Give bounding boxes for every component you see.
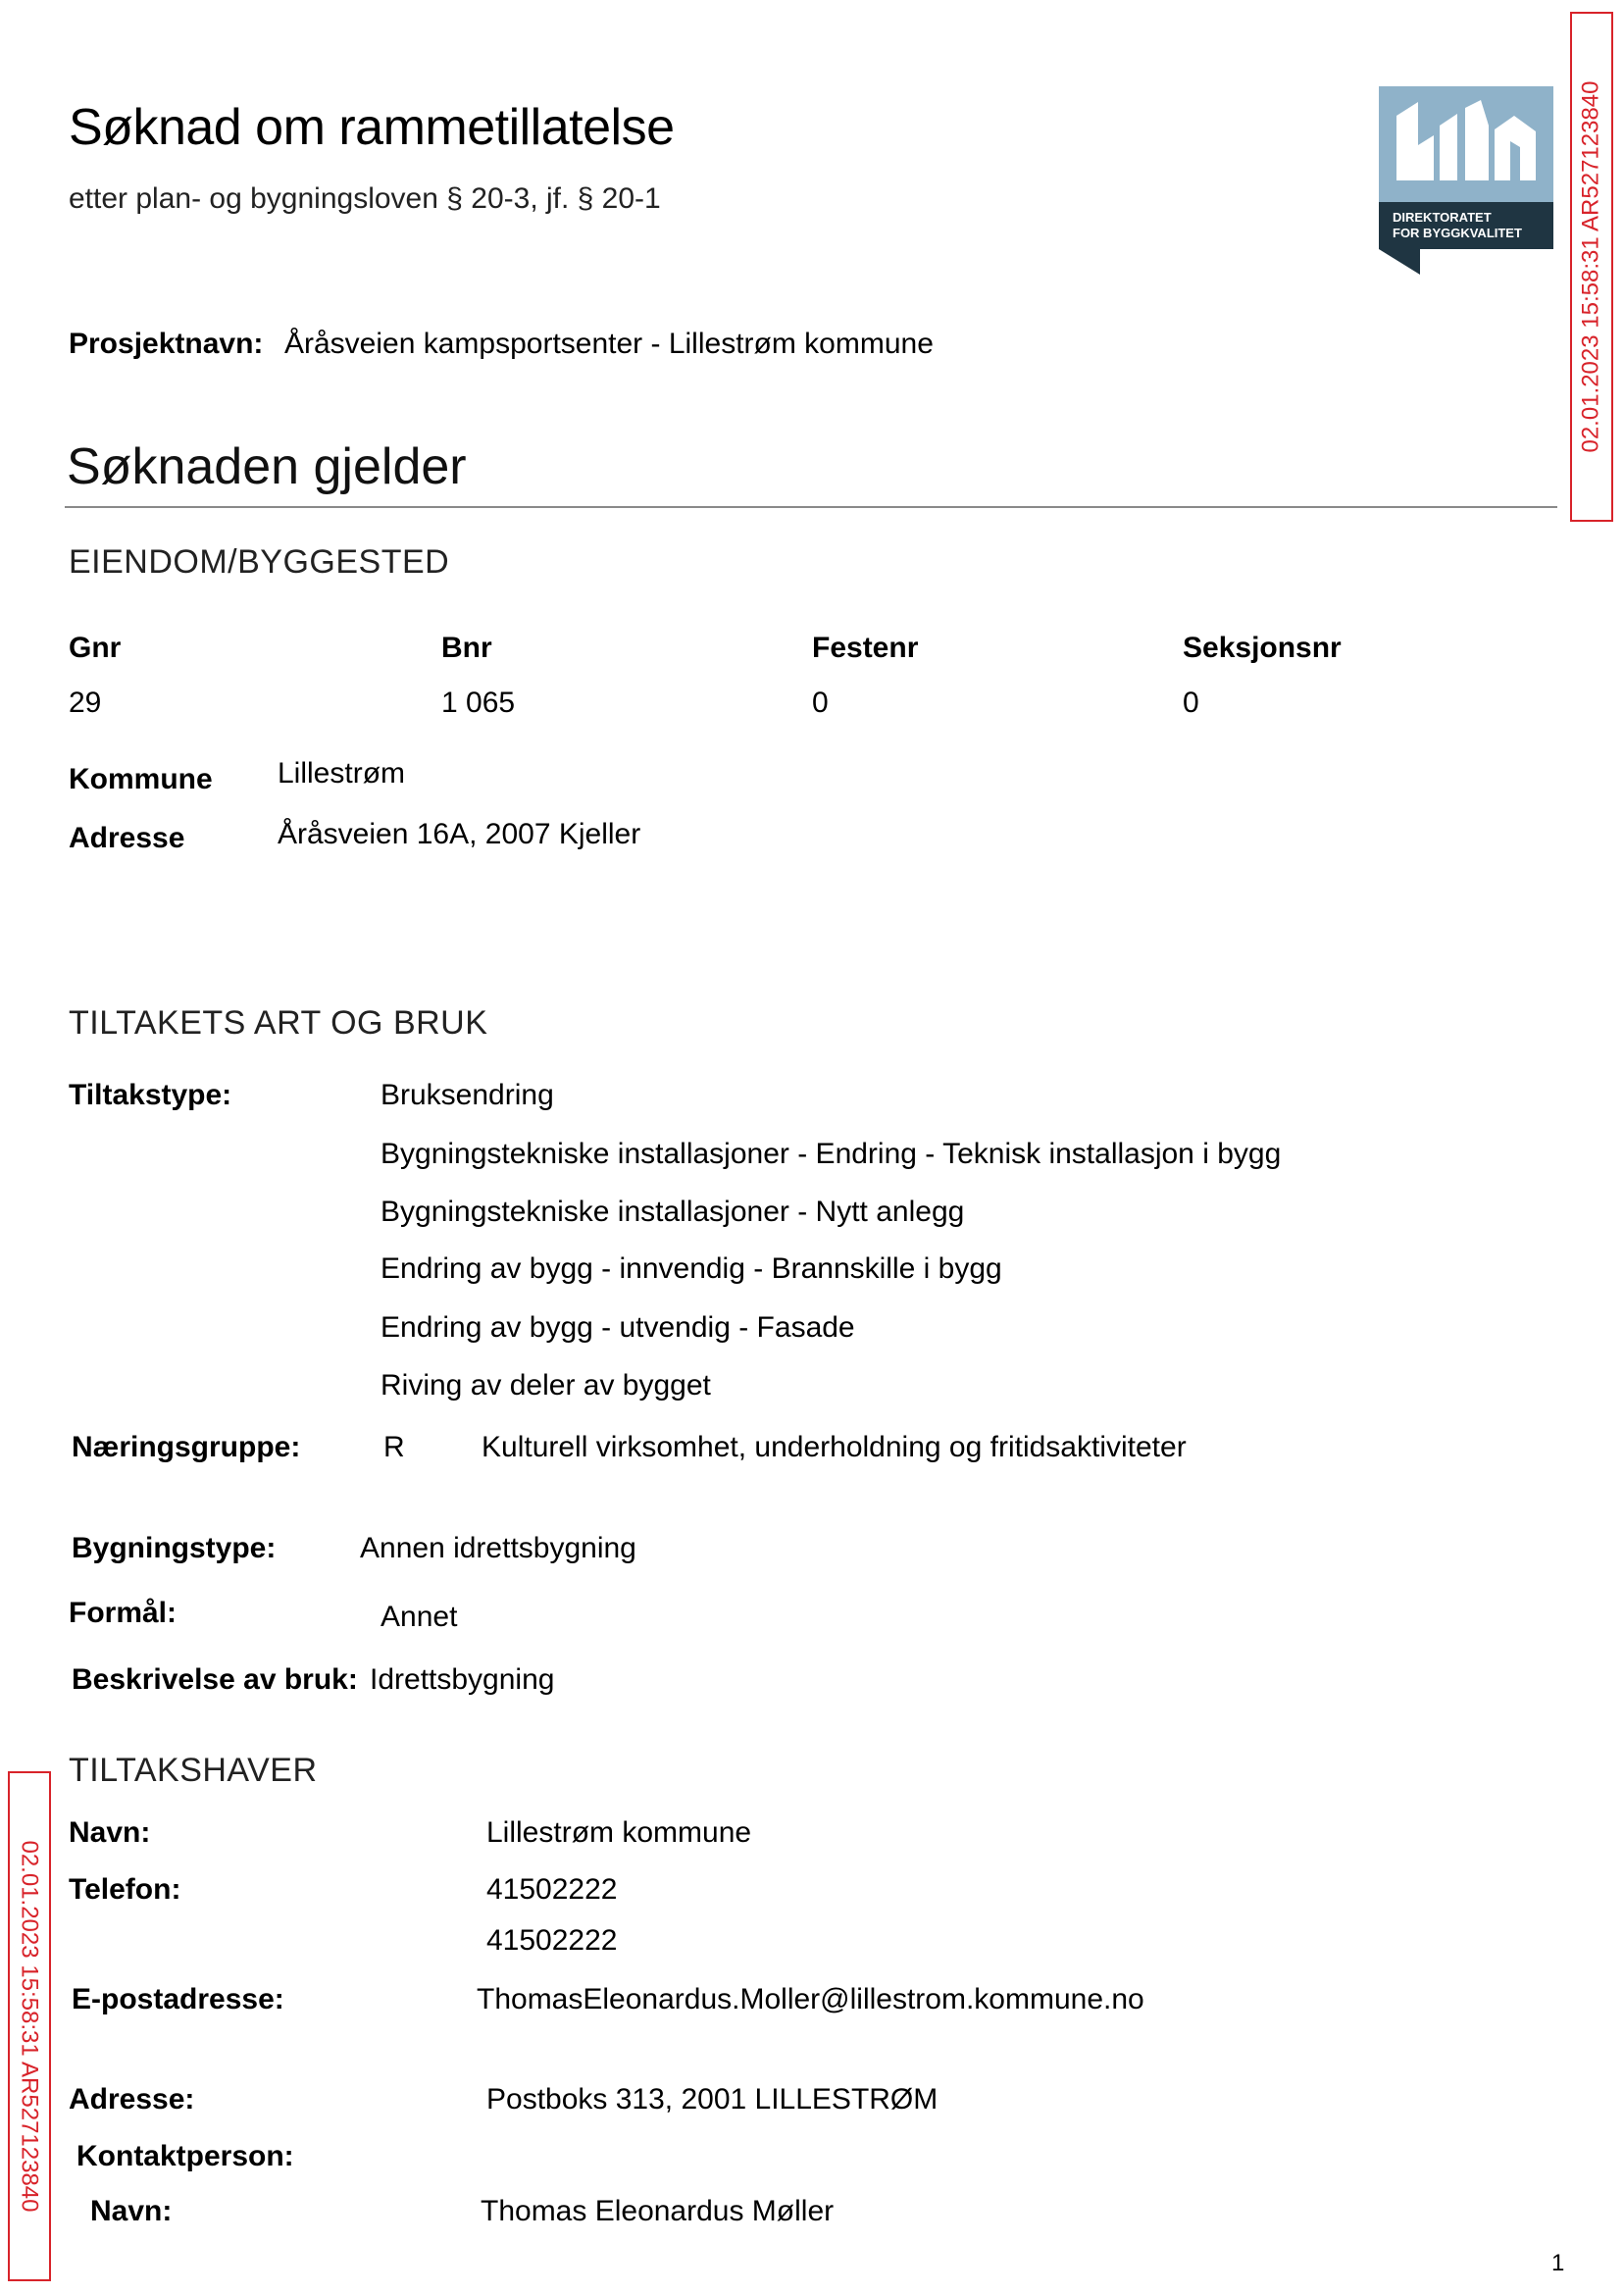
kommune-value: Lillestrøm [278, 757, 406, 790]
telefon-label: Telefon: [69, 1873, 181, 1906]
tiltakshaver-navn-label: Navn: [69, 1816, 151, 1849]
date-stamp-left: 02.01.2023 15:58:31 AR527123840 [8, 1771, 51, 2281]
tiltakshaver-navn-value: Lillestrøm kommune [486, 1816, 752, 1849]
kontaktperson-navn-label: Navn: [90, 2195, 173, 2227]
tiltakshaver-adresse-value: Postboks 313, 2001 LILLESTRØM [486, 2083, 939, 2116]
kommune-label: Kommune [69, 763, 213, 795]
bnr-value: 1 065 [441, 687, 516, 719]
bruk-value: Idrettsbygning [370, 1663, 555, 1696]
epost-label: E-postadresse: [72, 1983, 284, 2015]
formal-value: Annet [381, 1601, 458, 1633]
kontaktperson-label: Kontaktperson: [76, 2140, 294, 2172]
adresse-label: Adresse [69, 822, 185, 854]
bygningstype-value: Annen idrettsbygning [360, 1532, 636, 1564]
gnr-label: Gnr [69, 632, 122, 664]
epost-value: ThomasEleonardus.Moller@lillestrom.kommune.no [477, 1983, 1144, 2015]
dibk-logo [1379, 86, 1553, 275]
date-stamp-right: 02.01.2023 15:58:31 AR527123840 [1570, 12, 1613, 522]
logo-building-mark [1379, 86, 1553, 202]
section-title: Søknaden gjelder [67, 438, 467, 495]
seksjonsnr-value: 0 [1183, 687, 1199, 719]
logo-text: DIREKTORATET FOR BYGGKVALITET [1379, 202, 1553, 249]
naeringsgruppe-value: Kulturell virksomhet, underholdning og fritidsaktiviteter [482, 1431, 1187, 1463]
festenr-label: Festenr [812, 632, 919, 664]
section-divider [65, 506, 1557, 508]
festenr-value: 0 [812, 687, 829, 719]
seksjonsnr-label: Seksjonsnr [1183, 632, 1342, 664]
tiltakstype-item: Riving av deler av bygget [381, 1369, 711, 1402]
project-value: Åråsveien kampsportsenter - Lillestrøm kommune [284, 328, 934, 360]
formal-label: Formål: [69, 1597, 178, 1629]
tiltakstype-item: Bruksendring [381, 1079, 554, 1111]
adresse-value: Åråsveien 16A, 2007 Kjeller [278, 818, 641, 850]
page-subtitle: etter plan- og bygningsloven § 20-3, jf. § 20-1 [69, 182, 661, 215]
tiltakshaver-heading: TILTAKSHAVER [69, 1752, 318, 1789]
project-label: Prosjektnavn: [69, 328, 264, 360]
naeringsgruppe-code: R [383, 1431, 405, 1463]
page-number: 1 [1551, 2250, 1565, 2276]
tiltakstype-item: Endring av bygg - innvendig - Brannskille i bygg [381, 1252, 1002, 1285]
bnr-label: Bnr [441, 632, 492, 664]
gnr-value: 29 [69, 687, 102, 719]
bruk-label: Beskrivelse av bruk: [72, 1663, 358, 1696]
tiltakstype-item: Endring av bygg - utvendig - Fasade [381, 1311, 855, 1344]
kontaktperson-navn-value: Thomas Eleonardus Møller [481, 2195, 835, 2227]
tiltakstype-label: Tiltakstype: [69, 1079, 232, 1111]
telefon-value: 41502222 [486, 1924, 618, 1957]
bygningstype-label: Bygningstype: [72, 1532, 277, 1564]
page-title: Søknad om rammetillatelse [69, 99, 675, 156]
tiltak-heading: TILTAKETS ART OG BRUK [69, 1004, 488, 1042]
tiltakshaver-adresse-label: Adresse: [69, 2083, 195, 2116]
tiltakstype-item: Bygningstekniske installasjoner - Nytt anlegg [381, 1196, 965, 1228]
tiltakstype-item: Bygningstekniske installasjoner - Endring - Teknisk installasjon i bygg [381, 1138, 1282, 1170]
telefon-value: 41502222 [486, 1873, 618, 1906]
property-heading: EIENDOM/BYGGESTED [69, 543, 450, 581]
naeringsgruppe-label: Næringsgruppe: [72, 1431, 301, 1463]
